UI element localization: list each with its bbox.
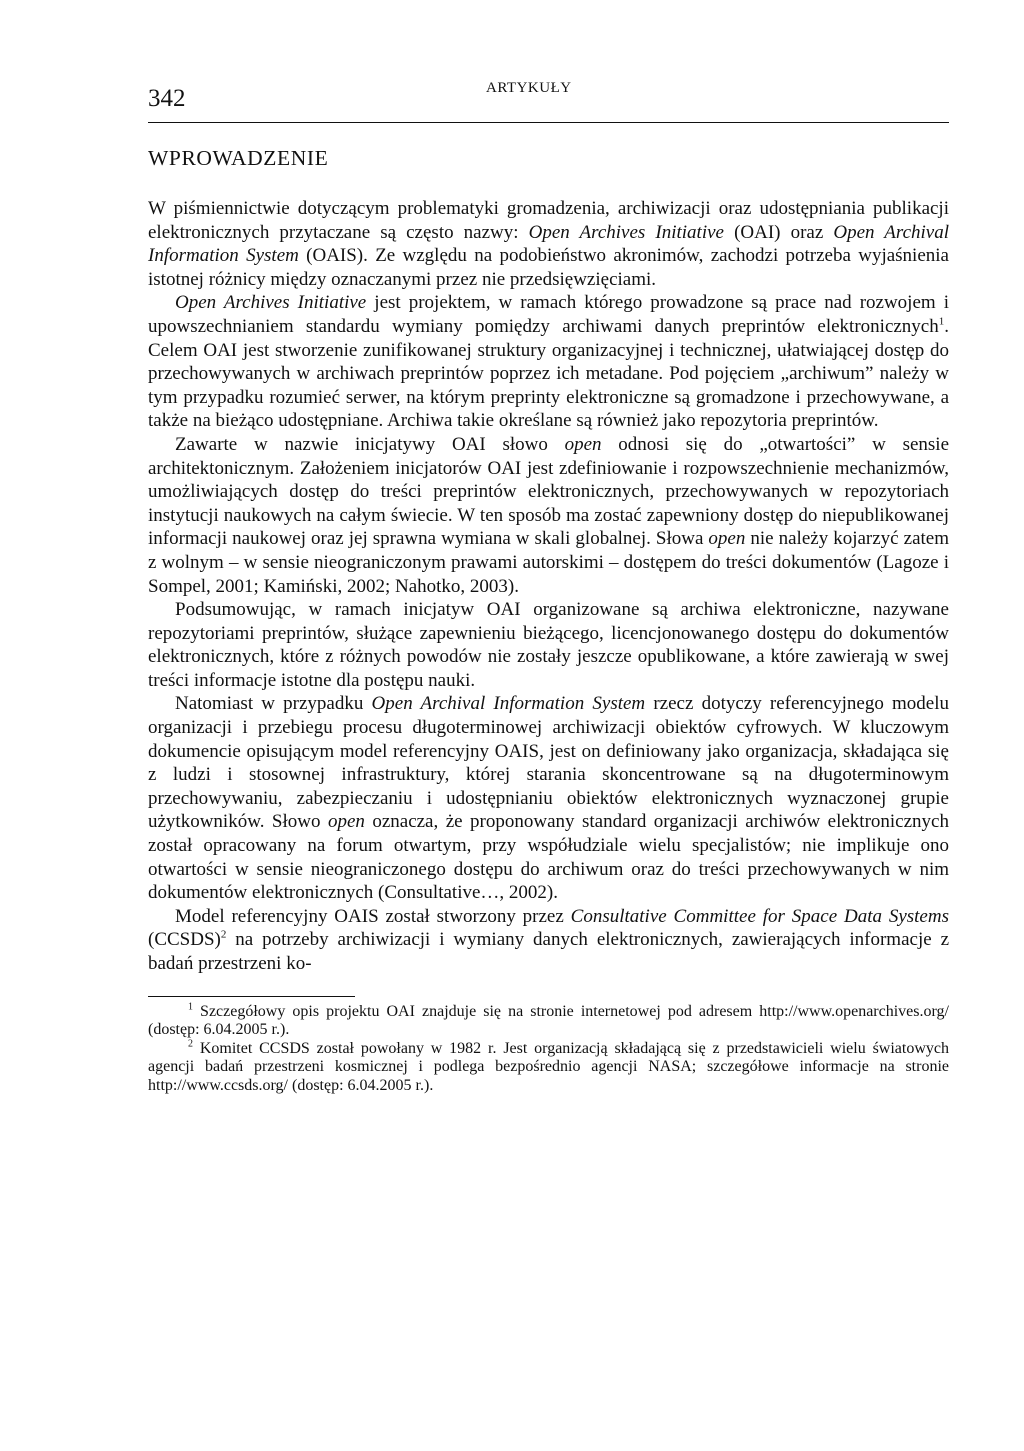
italic-term: open [564, 433, 602, 455]
text-run: oznacza, że proponowany standard organizacji archiwów elektronicznych został opracowany na forum otwartym, przy współudziale wielu specjalistów; nie implikuje ono otwartości w sensie nieograniczonego dostępu do archiwum oraz do treści przechowywanych w nim dokumentów elektronicznych (Consultative…, 2002). [148, 811, 949, 904]
footnote-reference: 1 [938, 315, 945, 328]
footnote-text: Szczegółowy opis projektu OAI znajduje się na stronie internetowej pod adresem http://www.openarchives.org/ (dostęp: 6.04.2005 r.). [148, 1002, 949, 1039]
text-run: Podsumowując, w ramach inicjatyw OAI organizowane są archiwa elektroniczne, nazywane repozytoriami preprintów, służące zapewnieniu bieżącego, licencjonowanego dostępu do dokumentów elektronicznych, które z różnych powodów nie zostały jeszcze opublikowane, a które zawierają w swej treści informacje istotne dla postępu nauki. [148, 599, 949, 691]
italic-term: open [327, 811, 365, 833]
footnote-reference: 2 [220, 929, 227, 942]
page-number: 342 [148, 85, 186, 112]
body-paragraph [148, 433, 949, 598]
text-run: Model referencyjny OAIS został stworzony przez [175, 905, 571, 927]
body-paragraph [148, 692, 949, 904]
text-run: odnosi się do „otwartości” w sensie architektonicznym. Założeniem inicjatorów OAI jest zdefiniowanie i rozpowszechnienie mechanizmów, umożliwiających dostęp do treści preprintów elektronicznych, przechowywanych w repozytoriach instytucji naukowych na całym świecie. W ten sposób ma zostać zapewniony dostęp do niepublikowanej informacji naukowej oraz jej sprawna wymiana w skali globalnej. Słowa [148, 433, 949, 550]
body-text [148, 197, 949, 976]
italic-term: open [708, 528, 746, 550]
footnote [148, 1040, 949, 1096]
text-run: nie należy kojarzyć zatem z wolnym – w sensie nieograniczonym prawami autorskimi – dostępem do treści dokumentów (Lagoze i Sompel, 2001; Kamiński, 2002; Nahotko, 2003). [148, 528, 949, 597]
italic-term: Open Archival Information System [371, 693, 646, 715]
body-paragraph [148, 905, 949, 976]
text-run: (OAI) oraz [723, 221, 834, 243]
text-run: (OAIS). Ze względu na podobieństwo akronimów, zachodzi potrzeba wyjaśnienia istotnej różnicy między oznaczanymi przez nie przedsięwzięciami. [148, 245, 949, 290]
text-run: . Celem OAI jest stworzenie zunifikowanej struktury organizacyjnej i technicznej, ułatwiającej dostęp do przechowywanych w archiwach preprintów poprzez ich metadane. Pod pojęciem „archiwum” należy w tym przypadku rozumieć serwer, na którym preprinty elektroniczne są gromadzone i przechowywane, a także na bieżąco udostępniane. Archiwa takie określane są również jako repozytoria preprintów. [148, 315, 949, 432]
footnote-marker: 1 [188, 1001, 193, 1013]
page-header [148, 76, 949, 123]
text-run: na potrzeby archiwizacji i wymiany danych elektronicznych, zawierających informacje z badań przestrzeni ko- [148, 929, 949, 974]
footnote-marker: 2 [188, 1038, 193, 1050]
body-paragraph [148, 598, 949, 692]
footnote [148, 1003, 949, 1040]
text-run: W piśmiennictwie dotyczącym problematyki gromadzenia, archiwizacji oraz udostępniania publikacji elektronicznych przytaczane są często nazwy: [148, 198, 949, 243]
italic-term: Open Archives Initiative [528, 221, 724, 243]
text-run: Natomiast w przypadku [175, 693, 372, 715]
document-page [148, 76, 949, 1096]
italic-term: Consultative Committee for Space Data Systems [570, 905, 949, 927]
footnote-list [148, 1003, 949, 1096]
text-run: jest projektem, w ramach którego prowadzone są prace nad rozwojem i upowszechnianiem standardu wymiany pomiędzy archiwami danych preprintów elektronicznych [148, 292, 949, 337]
section-title: WPROWADZENIE [148, 146, 329, 170]
text-run: Zawarte w nazwie inicjatywy OAI słowo [175, 433, 565, 455]
body-paragraph [148, 291, 949, 433]
body-paragraph [148, 197, 949, 291]
footnote-text: Komitet CCSDS został powołany w 1982 r. Jest organizacją składającą się z przedstawicieli wielu światowych agencji badań przestrzeni kosmicznej i podlega bezpośrednio agencji NASA; szczegółowe informacje na stronie http://www.ccsds.org/ (dostęp: 6.04.2005 r.). [148, 1039, 949, 1094]
running-head: ARTYKUŁY [486, 80, 572, 96]
text-run: rzecz dotyczy referencyjnego modelu organizacji i przebiegu procesu długoterminowej archiwizacji obiektów cyfrowych. W kluczowym dokumencie opisującym model referencyjny OAIS, jest on definiowany jako organizacja, składająca się z ludzi i stosownej infrastruktury, której starania skoncentrowane są na długoterminowym przechowywaniu, zabezpieczaniu i udostępnianiu obiektów elektronicznych wyznaczonej grupie użytkowników. Słowo [148, 693, 949, 833]
italic-term: Open Archives Initiative [175, 292, 367, 314]
footnote-separator [148, 996, 355, 997]
footnotes [148, 996, 949, 1096]
text-run: (CCSDS) [148, 929, 221, 951]
italic-term: Open Archival Information System [148, 221, 949, 267]
